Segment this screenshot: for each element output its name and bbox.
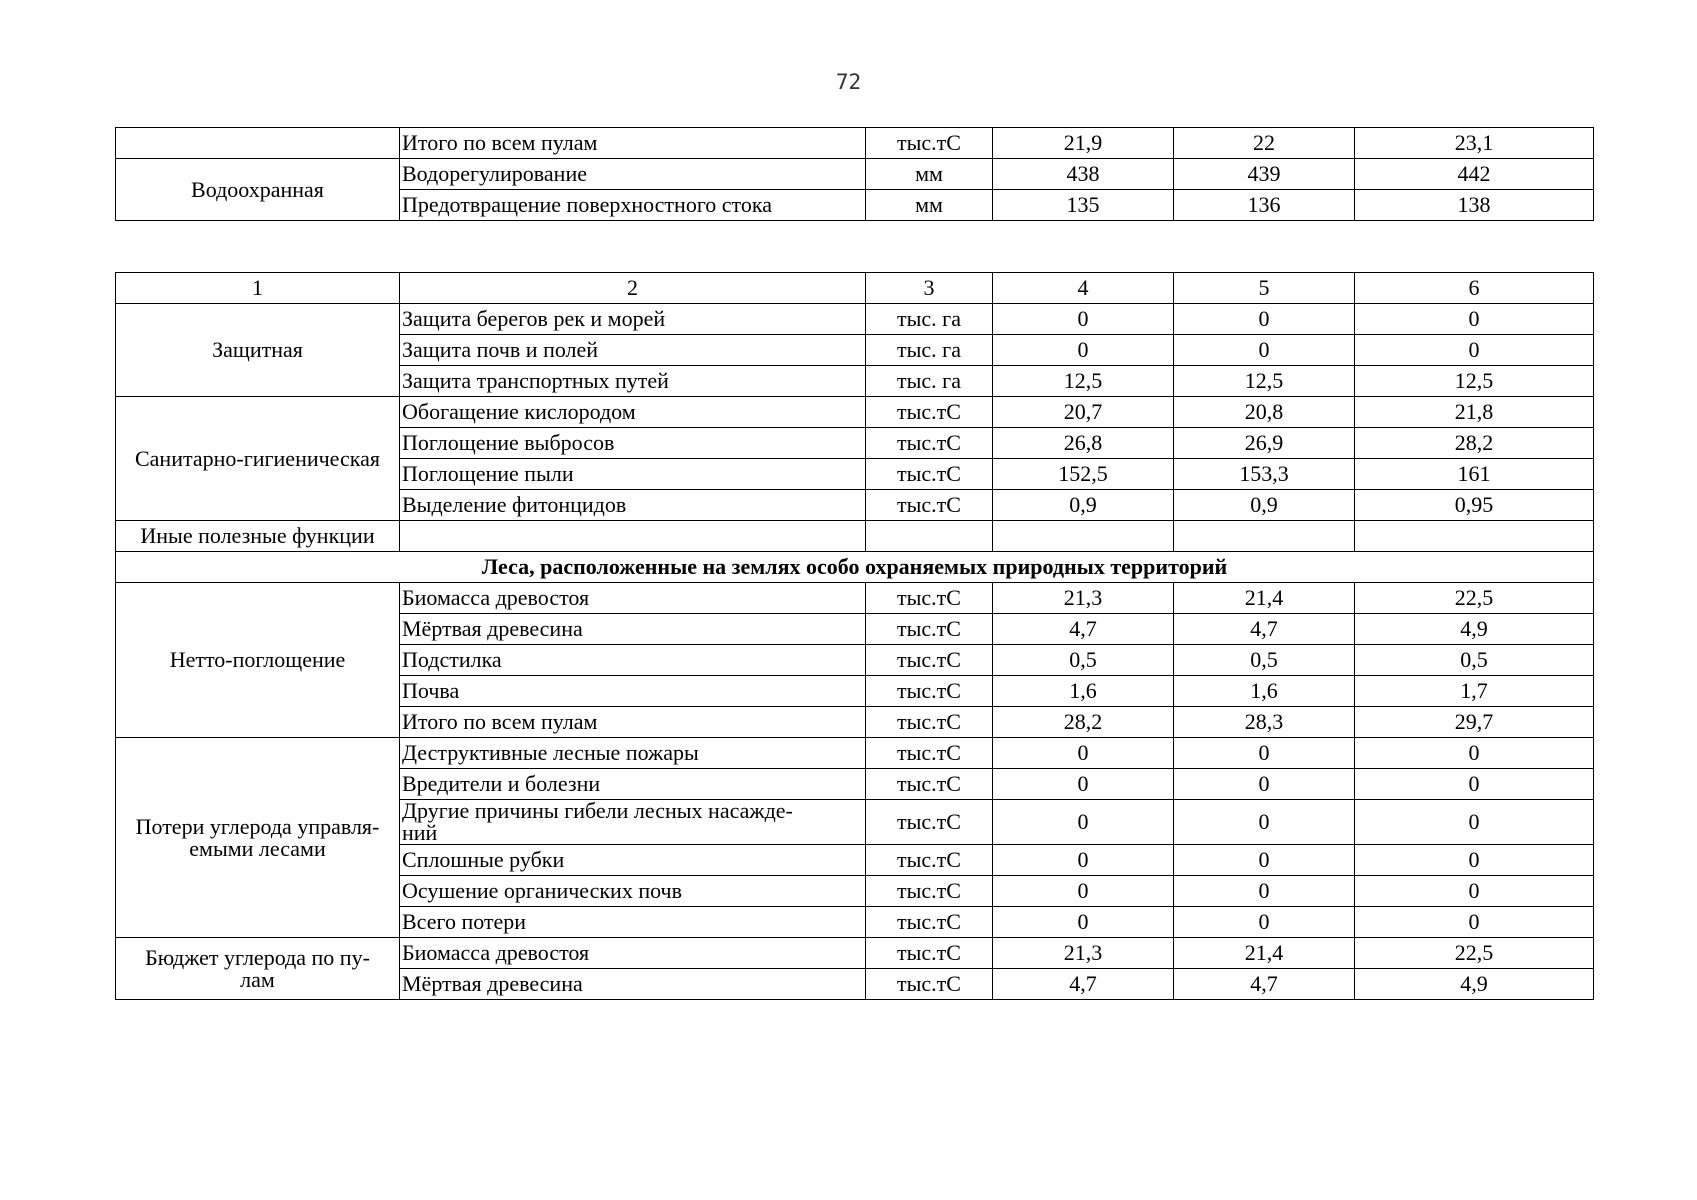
unit-cell: тыс.тС [866,800,993,845]
indicator-cell: Биомасса древостоя [400,583,866,614]
value-cell: 0 [993,800,1174,845]
indicator-cell: Итого по всем пулам [400,128,866,159]
value-cell: 0 [1355,738,1594,769]
category-cell: Санитарно-гигиеническая [116,397,400,521]
value-cell: 0 [993,335,1174,366]
value-cell: 26,9 [1174,428,1355,459]
value-cell: 0 [993,738,1174,769]
value-cell: 4,7 [993,969,1174,1000]
unit-cell: тыс.тС [866,876,993,907]
indicator-cell: Мёртвая древесина [400,614,866,645]
value-cell: 0 [1174,738,1355,769]
value-cell: 1,7 [1355,676,1594,707]
unit-cell: тыс. га [866,366,993,397]
value-cell: 12,5 [993,366,1174,397]
column-number-row [116,273,1594,304]
value-cell: 0 [1355,769,1594,800]
indicator-cell: Деструктивные лесные пожары [400,738,866,769]
page-number: 72 [835,70,862,94]
value-cell: 21,4 [1174,938,1355,969]
value-cell: 0 [1355,876,1594,907]
indicator-cell: Мёртвая древесина [400,969,866,1000]
value-cell: 0 [1355,335,1594,366]
value-cell: 0 [993,304,1174,335]
indicator-cell: Выделение фитонцидов [400,490,866,521]
unit-cell: тыс.тС [866,969,993,1000]
value-cell: 22 [1174,128,1355,159]
unit-cell: тыс.тС [866,938,993,969]
value-cell: 4,7 [993,614,1174,645]
indicator-line: ний [402,820,438,845]
indicator-line: Другие причины гибели лесных насажде- [402,798,793,823]
value-cell: 21,9 [993,128,1174,159]
value-cell: 22,5 [1355,583,1594,614]
value-cell: 4,9 [1355,969,1594,1000]
indicator-cell: Защита берегов рек и морей [400,304,866,335]
value-cell: 0,5 [1355,645,1594,676]
value-cell: 23,1 [1355,128,1594,159]
value-cell: 28,3 [1174,707,1355,738]
table-row [116,521,1594,552]
unit-cell: тыс.тС [866,845,993,876]
unit-cell: тыс.тС [866,614,993,645]
value-cell: 0 [1174,800,1355,845]
value-cell: 4,9 [1355,614,1594,645]
value-cell: 22,5 [1355,938,1594,969]
unit-cell: тыс.тС [866,645,993,676]
value-cell: 0 [1174,845,1355,876]
value-cell: 0,5 [993,645,1174,676]
unit-cell: тыс.тС [866,769,993,800]
table-row [116,397,1594,428]
value-cell [1355,521,1594,552]
value-cell: 21,4 [1174,583,1355,614]
category-cell [116,738,400,938]
category-line: емыми лесами [189,835,326,861]
value-cell: 0 [993,907,1174,938]
indicator-cell: Итого по всем пулам [400,707,866,738]
unit-cell: тыс.тС [866,490,993,521]
value-cell: 152,5 [993,459,1174,490]
column-number: 3 [866,273,993,304]
value-cell: 20,7 [993,397,1174,428]
indicator-cell: Вредители и болезни [400,769,866,800]
unit-cell: мм [866,190,993,221]
value-cell: 439 [1174,159,1355,190]
category-cell: Иные полезные функции [116,521,400,552]
unit-cell: тыс.тС [866,907,993,938]
table-row [116,304,1594,335]
indicator-cell: Почва [400,676,866,707]
column-number: 5 [1174,273,1355,304]
table-row [116,128,1594,159]
indicator-cell: Сплошные рубки [400,845,866,876]
table-row [116,159,1594,190]
value-cell: 0 [1355,304,1594,335]
unit-cell [866,521,993,552]
value-cell: 438 [993,159,1174,190]
indicator-cell: Поглощение выбросов [400,428,866,459]
value-cell: 0 [993,769,1174,800]
unit-cell: тыс. га [866,335,993,366]
column-number: 6 [1355,273,1594,304]
value-cell: 20,8 [1174,397,1355,428]
category-cell: Нетто-поглощение [116,583,400,738]
category-line: Потери углерода управля- [135,813,380,839]
value-cell: 28,2 [993,707,1174,738]
table-row [116,938,1594,969]
value-cell: 136 [1174,190,1355,221]
category-line: Бюджет углерода по пу- [145,944,370,970]
value-cell: 28,2 [1355,428,1594,459]
unit-cell: тыс.тС [866,738,993,769]
value-cell: 1,6 [993,676,1174,707]
indicator-cell: Обогащение кислородом [400,397,866,428]
value-cell: 29,7 [1355,707,1594,738]
value-cell [993,521,1174,552]
category-cell [116,938,400,1000]
unit-cell: тыс.тС [866,428,993,459]
table-row [116,738,1594,769]
unit-cell: тыс. га [866,304,993,335]
indicator-cell: Подстилка [400,645,866,676]
main-table [115,272,1594,1000]
category-cell: Защитная [116,304,400,397]
value-cell: 0 [1355,800,1594,845]
value-cell: 21,3 [993,583,1174,614]
section-title: Леса, расположенные на землях особо охраняемых природных территорий [116,552,1594,583]
value-cell: 12,5 [1355,366,1594,397]
value-cell: 442 [1355,159,1594,190]
value-cell: 0,9 [1174,490,1355,521]
value-cell [1174,521,1355,552]
category-cell [116,128,400,159]
unit-cell: мм [866,159,993,190]
value-cell: 0 [1174,769,1355,800]
indicator-cell: Биомасса древостоя [400,938,866,969]
value-cell: 0 [1355,845,1594,876]
value-cell: 0 [993,845,1174,876]
indicator-cell: Предотвращение поверхностного стока [400,190,866,221]
value-cell: 1,6 [1174,676,1355,707]
value-cell: 0,95 [1355,490,1594,521]
value-cell: 26,8 [993,428,1174,459]
value-cell: 0,9 [993,490,1174,521]
unit-cell: тыс.тС [866,707,993,738]
value-cell: 0 [1174,335,1355,366]
value-cell: 138 [1355,190,1594,221]
indicator-cell: Водорегулирование [400,159,866,190]
table-continuation [115,127,1594,221]
category-line: лам [240,966,275,992]
unit-cell: тыс.тС [866,397,993,428]
value-cell: 0 [993,876,1174,907]
value-cell: 0 [1174,876,1355,907]
value-cell: 135 [993,190,1174,221]
unit-cell: тыс.тС [866,583,993,614]
value-cell: 12,5 [1174,366,1355,397]
column-number: 4 [993,273,1174,304]
table-row [116,583,1594,614]
indicator-cell: Осушение органических почв [400,876,866,907]
value-cell: 153,3 [1174,459,1355,490]
column-number: 1 [116,273,400,304]
value-cell: 4,7 [1174,614,1355,645]
unit-cell: тыс.тС [866,459,993,490]
indicator-cell: Поглощение пыли [400,459,866,490]
column-number: 2 [400,273,866,304]
value-cell: 0 [1355,907,1594,938]
value-cell: 21,8 [1355,397,1594,428]
value-cell: 21,3 [993,938,1174,969]
indicator-cell: Защита транспортных путей [400,366,866,397]
indicator-cell: Всего потери [400,907,866,938]
section-row [116,552,1594,583]
unit-cell: тыс.тС [866,128,993,159]
value-cell: 161 [1355,459,1594,490]
indicator-cell [400,521,866,552]
category-cell: Водоохранная [116,159,400,221]
indicator-cell [400,800,866,845]
value-cell: 0,5 [1174,645,1355,676]
value-cell: 0 [1174,304,1355,335]
indicator-cell: Защита почв и полей [400,335,866,366]
value-cell: 0 [1174,907,1355,938]
value-cell: 4,7 [1174,969,1355,1000]
unit-cell: тыс.тС [866,676,993,707]
